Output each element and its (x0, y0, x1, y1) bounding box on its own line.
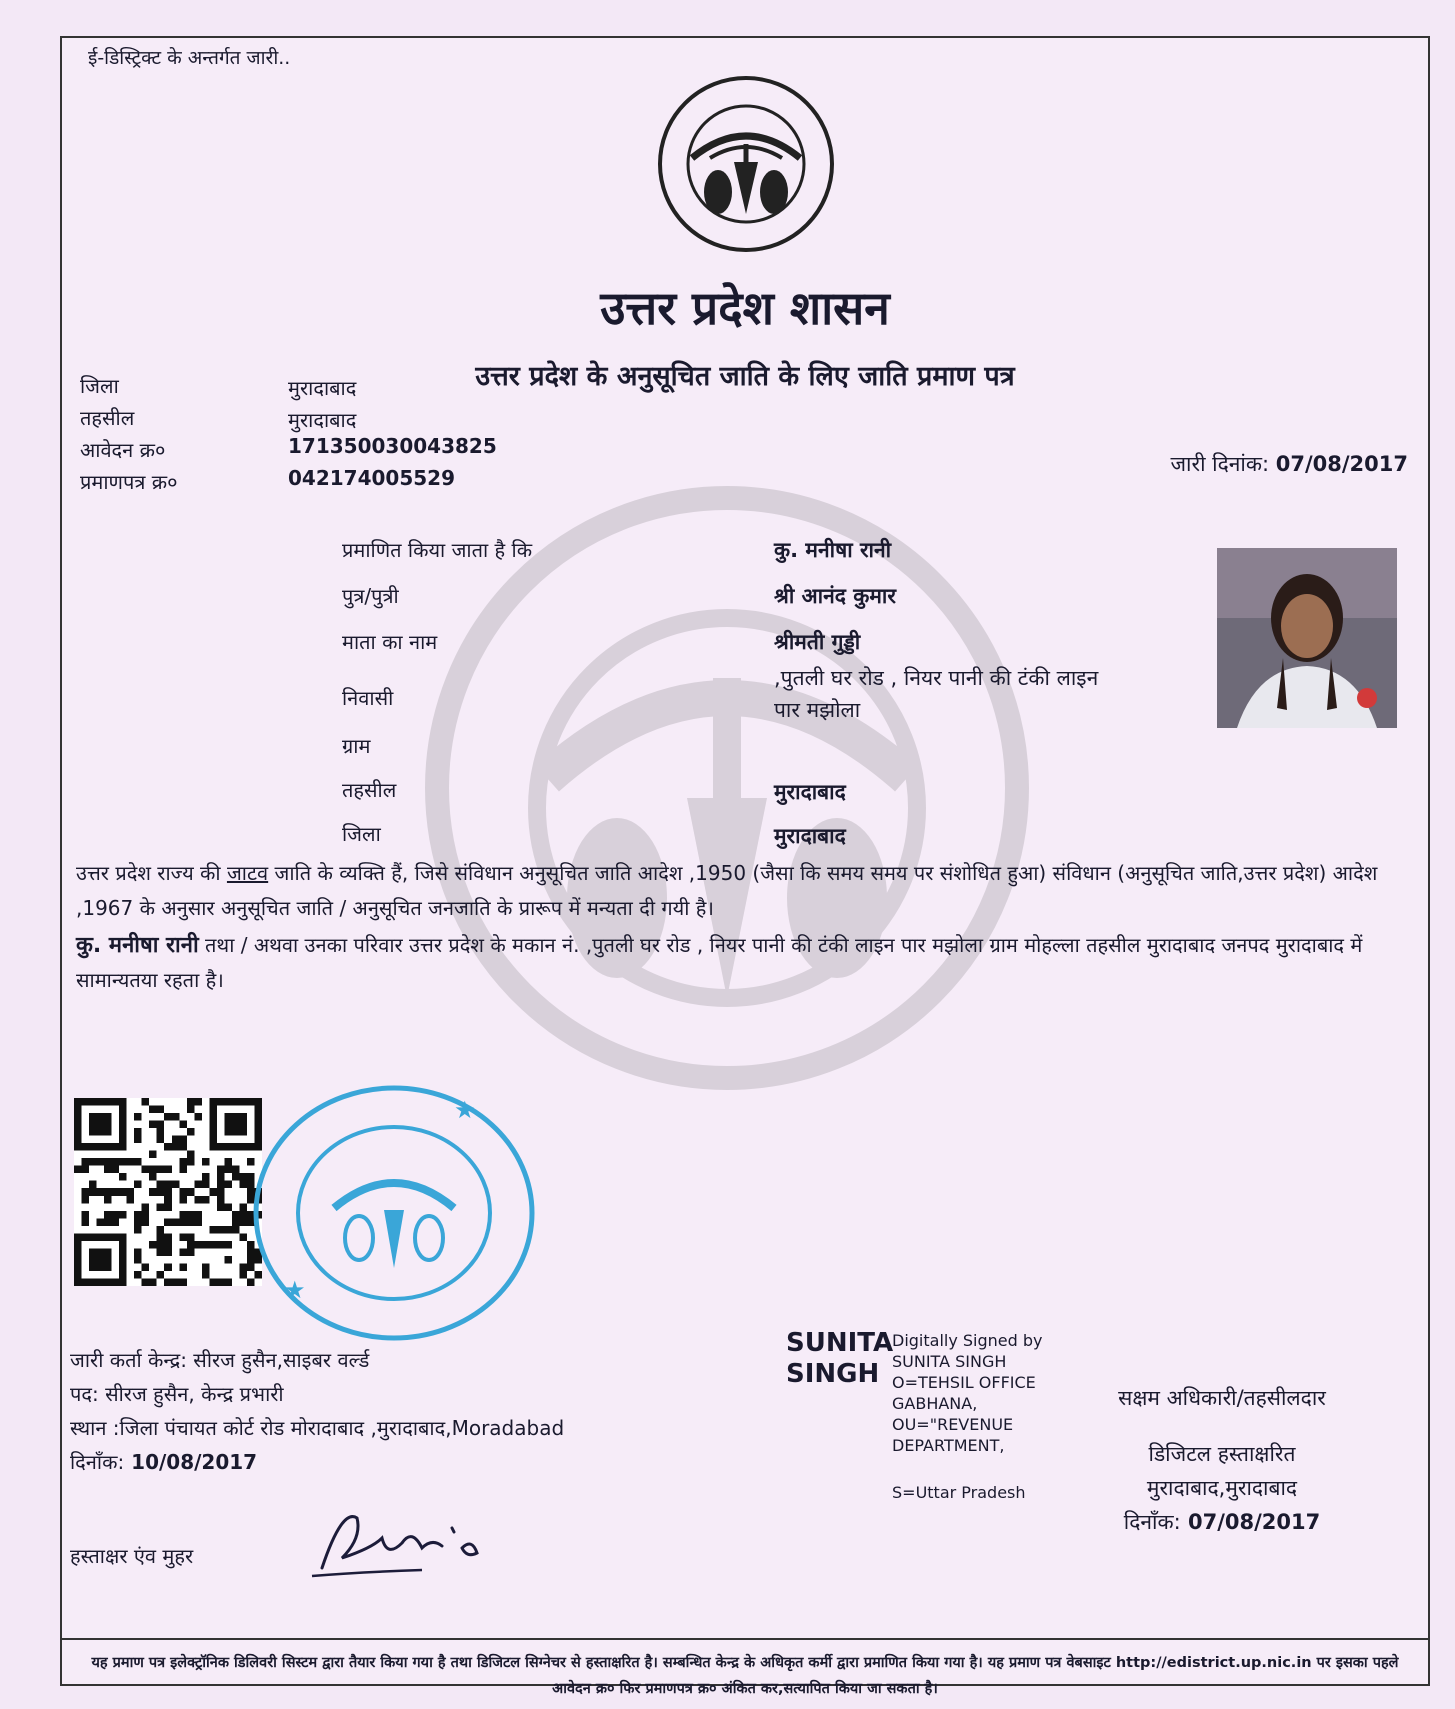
meta-label: जिला (80, 374, 119, 398)
applicant-photo (1217, 548, 1397, 728)
issuer-date-value: 10/08/2017 (124, 1450, 258, 1474)
detail-label: जिला (342, 822, 381, 846)
meta-label: आवेदन क्र० (80, 438, 166, 462)
svg-text:★: ★ (284, 1276, 306, 1304)
officer-signed: डिजिटल हस्ताक्षरित (1148, 1442, 1296, 1466)
document-subtitle: उत्तर प्रदेश के अनुसूचित जाति के लिए जाति प्रमाण पत्र (475, 361, 1015, 392)
meta-label: प्रमाणपत्र क्र० (80, 470, 178, 494)
detail-label: तहसील (342, 778, 397, 802)
watermark-emblem-icon (417, 478, 1037, 1098)
issuer-post-value: सीरज हुसैन, केन्द्र प्रभारी (98, 1382, 284, 1406)
footer-note: यह प्रमाण पत्र इलेक्ट्रॉनिक डिलिवरी सिस्टम द्वारा तैयार किया गया है तथा डिजिटल सिग्नेचर से हस्ताक्षरित है। सम्बन्धित केन्द्र के अधिकृत कर्मी द्वारा प्रमाणित किया गया है। यह प्रमाण पत्र वेबसाइट http://edistrict.up.nic.in पर इसका पहले आवेदन क्र० फिर प्रमाणपत्र क्र० अंकित कर,सत्यापित किया जा सकता है। (91, 1655, 1399, 1697)
issuer-center-value: सीरज हुसैन,साइबर वर्ल्ड (186, 1348, 370, 1372)
issuer-date-label: दिनाँक: (70, 1450, 125, 1474)
issuer-place-value: जिला पंचायत कोर्ट रोड मोरादाबाद ,मुरादाबाद,Moradabad (119, 1416, 565, 1440)
handwritten-signature (302, 1498, 502, 1588)
sign-and-seal-label: हस्ताक्षर एंव मुहर (70, 1544, 194, 1568)
certificate-number: 042174005529 (288, 466, 455, 490)
detail-label: निवासी (342, 686, 394, 710)
issue-date (1170, 450, 1408, 478)
blue-stamp-icon (244, 1078, 544, 1348)
digital-signature-details: Digitally Signed by SUNITA SINGH O=TEHSIL OFFICE GABHANA, OU="REVENUE DEPARTMENT, (892, 1331, 1043, 1455)
residence-statement (76, 928, 1416, 998)
qr-code (74, 1098, 262, 1286)
issuer-center-label: जारी कर्ता केन्द्र: (70, 1348, 187, 1372)
document-title: उत्तर प्रदेश शासन (600, 281, 890, 335)
district-value: मुरादाबाद (774, 824, 846, 848)
issuer-center (70, 1346, 369, 1373)
issuer-place-label: स्थान : (70, 1416, 120, 1440)
footer-divider (62, 1638, 1428, 1640)
detail-label: पुत्र/पुत्री (342, 584, 399, 608)
meta-label: तहसील (80, 406, 135, 430)
caste-statement-part2: जाति के व्यक्ति हैं, जिसे संविधान अनुसूचित जाति आदेश ,1950 (जैसा कि समय समय पर संशोधित हुआ) संविधान (अनुसूचित जाति,उत्तर प्रदेश) आदेश ,1967 के अनुसार अनुसूचित जाति / अनुसूचित जनजाति के प्रारूप में मन्यता दी गयी है। (76, 861, 1378, 920)
mother-name: श्रीमती गुड्डी (774, 630, 861, 654)
issuer-place (70, 1414, 564, 1441)
officer-date-value: 07/08/2017 (1180, 1510, 1321, 1534)
officer-place: मुरादाबाद,मुरादाबाद (1146, 1476, 1298, 1500)
residence-line-2: पार मझोला (774, 698, 861, 722)
issue-date-value: 07/08/2017 (1275, 452, 1408, 476)
issue-date-label: जारी दिनांक: (1170, 452, 1270, 476)
issuer-post-label: पद: (70, 1382, 99, 1406)
issuer-post (70, 1380, 284, 1407)
meta-value: मुरादाबाद (288, 376, 357, 400)
certificate-sheet (60, 36, 1430, 1697)
issuer-date (70, 1448, 257, 1475)
detail-label: प्रमाणित किया जाता है कि (342, 538, 533, 562)
digital-signature-state: S=Uttar Pradesh (892, 1483, 1026, 1502)
tehsil-value: मुरादाबाद (774, 780, 846, 804)
up-government-emblem-icon (656, 74, 836, 254)
officer-designation: सक्षम अधिकारी/तहसीलदार (1118, 1386, 1326, 1410)
caste-name: जाटव (226, 861, 269, 885)
father-name: श्री आनंद कुमार (774, 584, 896, 608)
detail-label: ग्राम (342, 734, 371, 758)
caste-statement-part1: उत्तर प्रदेश राज्य की (76, 861, 227, 885)
detail-label: माता का नाम (342, 630, 438, 654)
svg-text:★: ★ (454, 1096, 476, 1124)
applicant-name: कु. मनीषा रानी (774, 538, 892, 562)
officer-date-label: दिनाँक: (1123, 1510, 1181, 1534)
residence-statement-name: कु. मनीषा रानी (76, 933, 199, 958)
meta-value: मुरादाबाद (288, 408, 357, 432)
application-number: 171350030043825 (288, 434, 497, 458)
residence-statement-text: तथा / अथवा उनका परिवार उत्तर प्रदेश के मकान नं. ,पुतली घर रोड , नियर पानी की टंकी लाइन पार मझोला ग्राम मोहल्ला तहसील मुरादाबाद जनपद मुरादाबाद में सामान्यतया रहता है। (76, 933, 1363, 992)
digital-signer-name: SUNITA SINGH (786, 1328, 894, 1389)
caste-statement (76, 856, 1416, 926)
residence-line-1: ,पुतली घर रोड , नियर पानी की टंकी लाइन (774, 666, 1099, 690)
header-note: ई-डिस्ट्रिक्ट के अन्तर्गत जारी.. (88, 47, 291, 69)
officer-date (1052, 1508, 1392, 1536)
